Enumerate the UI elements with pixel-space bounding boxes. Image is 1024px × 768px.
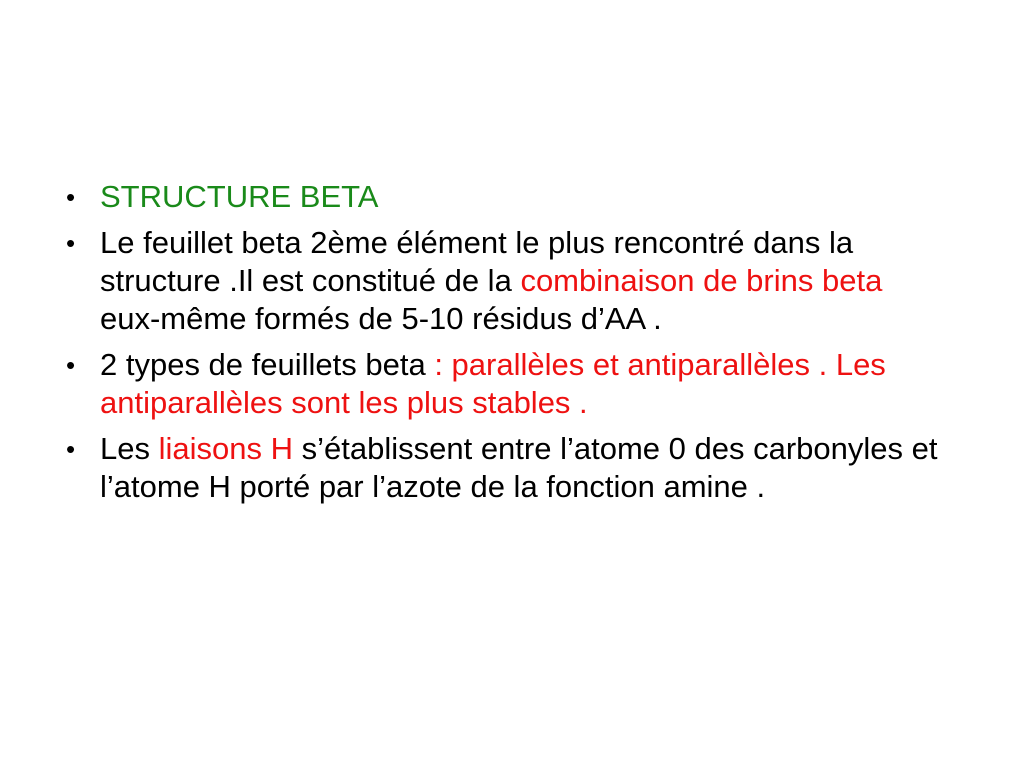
bullet-dot-icon: • <box>66 350 76 380</box>
bullet-types-feuillets <box>60 346 950 422</box>
bullet-dot-icon: • <box>66 182 76 212</box>
bullet-4-text-b: s’établissent entre l’atome 0 des carbonyles et l’atome H porté par l’azote de la fonction amine . <box>100 431 938 504</box>
bullet-liaisons-h <box>60 430 950 506</box>
bullet-1-heading: STRUCTURE BETA <box>100 179 379 214</box>
bullet-4-highlight: liaisons H <box>158 431 293 466</box>
bullet-4-text-a: Les <box>100 431 159 466</box>
bullet-structure-beta <box>60 178 950 216</box>
bullet-list <box>60 178 950 514</box>
bullet-2-text-a: Le feuillet beta 2ème élément le plus rencontré dans la structure .Il est constitué de la <box>100 225 854 298</box>
bullet-2-highlight: combinaison de brins beta <box>520 263 883 298</box>
bullet-3-text-a: 2 types de feuillets beta <box>100 347 435 382</box>
bullet-dot-icon: • <box>66 228 76 258</box>
bullet-feuillet-beta <box>60 224 950 338</box>
bullet-2-text-b: eux-même formés de 5-10 résidus d’AA . <box>100 301 662 336</box>
bullet-3-highlight: : parallèles et antiparallèles . Les antiparallèles sont les plus stables . <box>100 347 886 420</box>
bullet-dot-icon: • <box>66 434 76 464</box>
